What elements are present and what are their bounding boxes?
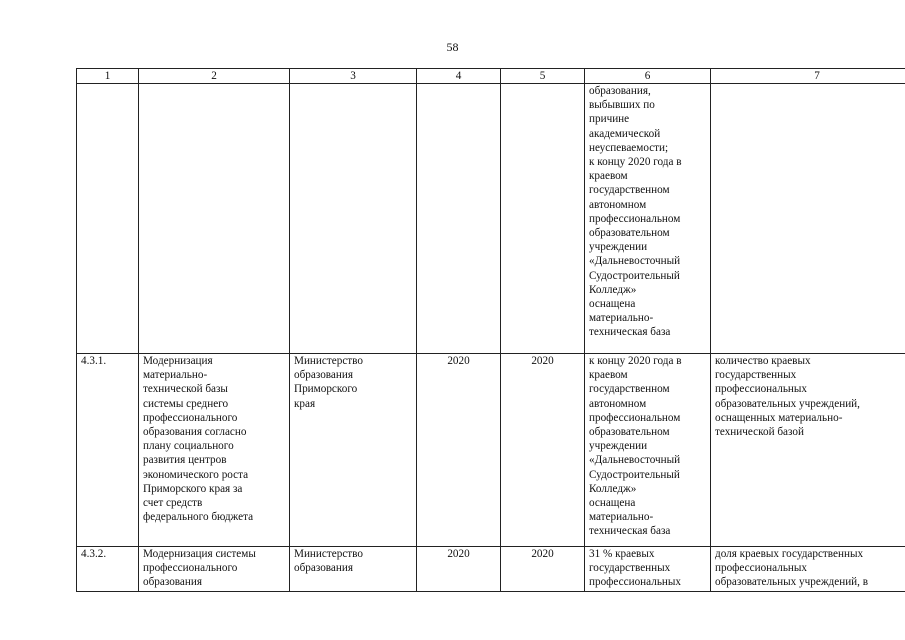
cell-measure-name bbox=[139, 354, 290, 547]
cell-indicator bbox=[711, 547, 905, 592]
text-line: к концу 2020 года в bbox=[589, 156, 682, 169]
text-line: технической базой bbox=[715, 426, 804, 439]
text-line: Приморского bbox=[294, 383, 358, 396]
cell-number bbox=[77, 84, 139, 354]
text-line: Министерство bbox=[294, 355, 363, 367]
text-line: экономического роста bbox=[143, 468, 249, 481]
text-line: Модернизация bbox=[143, 355, 213, 367]
text-line: государственных bbox=[715, 369, 797, 382]
text-line: материально- bbox=[143, 369, 208, 382]
cell-responsible bbox=[290, 547, 417, 592]
text-line: оснащенных материально- bbox=[715, 411, 843, 424]
cell-measure-name bbox=[139, 84, 290, 354]
text-line: техническая база bbox=[589, 525, 671, 538]
cell-end-year: 2020 bbox=[501, 354, 585, 547]
column-header-4: 4 bbox=[417, 69, 501, 84]
table-row-continuation bbox=[77, 84, 905, 354]
text-line: «Дальневосточный bbox=[589, 454, 681, 467]
text-line: академической bbox=[589, 127, 661, 140]
text-line: доля краевых государственных bbox=[715, 548, 864, 560]
text-line: техническая база bbox=[589, 326, 671, 339]
text-line: образования, bbox=[589, 85, 651, 97]
cell-end-year: 2020 bbox=[501, 547, 585, 592]
text-line: Судостроительный bbox=[589, 468, 680, 481]
cell-responsible bbox=[290, 84, 417, 354]
text-line: государственном bbox=[589, 383, 670, 396]
cell-responsible bbox=[290, 354, 417, 547]
column-header-1: 1 bbox=[77, 69, 139, 84]
text-line: материально- bbox=[589, 511, 654, 524]
text-line: Модернизация системы bbox=[143, 548, 256, 560]
text-line: образования bbox=[143, 576, 203, 589]
cell-indicator bbox=[711, 354, 905, 547]
text-line: автономном bbox=[589, 397, 647, 410]
text-line: к концу 2020 года в bbox=[589, 355, 682, 367]
text-line: государственном bbox=[589, 184, 670, 197]
cell-end-year bbox=[501, 84, 585, 354]
cell-start-year: 2020 bbox=[417, 547, 501, 592]
text-line: счет средств bbox=[143, 497, 203, 510]
column-header-2: 2 bbox=[139, 69, 290, 84]
text-line: образовательном bbox=[589, 426, 670, 439]
text-line: образования согласно bbox=[143, 426, 247, 439]
cell-number: 4.3.1. bbox=[77, 354, 139, 547]
text-line: Министерство bbox=[294, 548, 363, 560]
cell-expected-result bbox=[585, 547, 711, 592]
text-line: образования bbox=[294, 562, 354, 575]
text-line: федерального бюджета bbox=[143, 511, 254, 524]
text-line: профессионального bbox=[143, 562, 238, 575]
text-line: оснащена bbox=[589, 298, 636, 311]
text-line: «Дальневосточный bbox=[589, 255, 681, 268]
text-line: профессиональном bbox=[589, 411, 681, 424]
text-line: количество краевых bbox=[715, 355, 811, 367]
text-line: образования bbox=[294, 369, 354, 382]
text-line: автономном bbox=[589, 198, 647, 211]
text-line: края bbox=[294, 397, 316, 410]
text-line: учреждении bbox=[589, 241, 648, 254]
text-line: краевом bbox=[589, 170, 628, 183]
cell-expected-result bbox=[585, 354, 711, 547]
text-line: краевом bbox=[589, 369, 628, 382]
text-line: оснащена bbox=[589, 497, 636, 510]
text-line: технической базы bbox=[143, 383, 228, 396]
cell-indicator bbox=[711, 84, 905, 354]
text-line: образовательных учреждений, в bbox=[715, 576, 869, 589]
table-row-4-3-1 bbox=[77, 354, 905, 547]
column-header-7: 7 bbox=[711, 69, 905, 84]
table-row-4-3-2 bbox=[77, 547, 905, 592]
text-line: Колледж» bbox=[589, 283, 637, 296]
cell-start-year bbox=[417, 84, 501, 354]
text-line: государственных bbox=[589, 562, 671, 575]
text-line: профессиональных bbox=[715, 383, 808, 396]
text-line: неуспеваемости; bbox=[589, 141, 669, 154]
text-line: плану социального bbox=[143, 440, 234, 453]
text-line: Судостроительный bbox=[589, 269, 680, 282]
text-line: профессиональных bbox=[589, 576, 682, 589]
text-line: причине bbox=[589, 113, 630, 126]
column-header-3: 3 bbox=[290, 69, 417, 84]
text-line: профессиональных bbox=[715, 562, 808, 575]
column-header-5: 5 bbox=[501, 69, 585, 84]
table-header-row bbox=[77, 69, 905, 84]
text-line: 31 % краевых bbox=[589, 548, 655, 560]
text-line: развития центров bbox=[143, 454, 227, 467]
text-line: образовательном bbox=[589, 227, 670, 240]
text-line: Приморского края за bbox=[143, 482, 243, 495]
text-line: системы среднего bbox=[143, 397, 229, 410]
cell-number: 4.3.2. bbox=[77, 547, 139, 592]
page-number: 58 bbox=[446, 40, 459, 54]
text-line: образовательных учреждений, bbox=[715, 397, 860, 410]
text-line: учреждении bbox=[589, 440, 648, 453]
cell-expected-result bbox=[585, 84, 711, 354]
cell-start-year: 2020 bbox=[417, 354, 501, 547]
text-line: профессионального bbox=[143, 411, 238, 424]
program-measures-table bbox=[76, 68, 905, 592]
text-line: профессиональном bbox=[589, 212, 681, 225]
column-header-6: 6 bbox=[585, 69, 711, 84]
text-line: материально- bbox=[589, 312, 654, 325]
text-line: выбывших по bbox=[589, 99, 655, 112]
text-line: Колледж» bbox=[589, 482, 637, 495]
cell-measure-name bbox=[139, 547, 290, 592]
